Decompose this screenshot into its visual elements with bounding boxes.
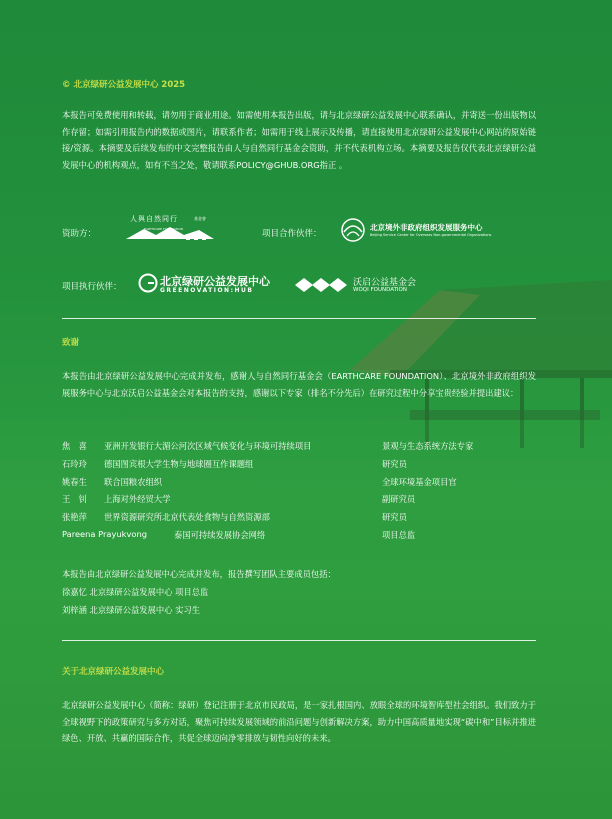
list-item: 姚春生 联合国粮农组织 全球环境基金项目官 xyxy=(62,476,457,487)
divider xyxy=(62,318,536,319)
expert-list xyxy=(62,440,536,547)
about-title: 关于北京绿研公益发展中心 xyxy=(62,667,165,677)
beijing-ngo-center-logo: 北京境外非政府组织发展服务中心 Beijing Service Center for Overseas Non-governmental Organizations xyxy=(340,218,540,242)
team-intro: 本报告由北京绿研公益发展中心完成并发布，报告撰写团队主要成员包括： xyxy=(62,569,336,579)
copyright-notice: © 北京绿研公益发展中心 2025 xyxy=(62,80,186,90)
list-item: 张艳萍 世界资源研究所北京代表处食物与自然资源部 研究员 xyxy=(62,512,407,523)
list-item: 王 钊 上海对外经贸大学 副研究员 xyxy=(62,494,416,505)
usage-statement: 本报告可免费使用和转载，请勿用于商业用途。如需使用本报告出版，请与北京绿研公益发展中心联系确认，并寄送一份出版物以作存留；如需引用报告内的数据或图片，请联系作者；如需用于线上展示及传播，请直接使用北京绿研公益发展中心网站的原始链接/资源。本摘要及后续发布的中文完整报告由人与自然同行基金会资助，并不代表机构立场。本摘要及报告仅代表北京绿研公益发展中心的机构观点，如有不当之处，敬请联系POLICY@GHUB.ORG指正 。 xyxy=(62,110,536,170)
ghub-logo: 北京绿研公益发展中心 GREENOVATION:HUB xyxy=(138,271,278,297)
divider xyxy=(62,640,536,641)
list-item: 石玲玲 德国图宾根大学生物与地球圈互作课题组 研究员 xyxy=(62,458,407,469)
acknowledgement-title: 致谢 xyxy=(62,338,80,348)
earthcare-logo: 人與自然同行 基金會 EARTHCARE FOUNDATION xyxy=(124,214,219,242)
team-member: 刘梓涵 北京绿研公益发展中心 实习生 xyxy=(62,605,201,615)
team-section xyxy=(62,565,336,619)
about-paragraph: 北京绿研公益发展中心（简称：绿研）登记注册于北京市民政局，是一家扎根国内、放眼全球的环境智库型社会组织。我们致力于全球视野下的政策研究与多方对话，聚焦可持续发展领域的前沿问题与创新解决方案，助力中国高质量地实现“碳中和”目标并推进绿色、开放、共赢的国际合作，共促全球迈向净零排放与韧性向好的未来。 xyxy=(62,700,536,744)
acknowledgement-paragraph: 本报告由北京绿研公益发展中心完成并发布，感谢人与自然同行基金会（EARTHCARE FOUNDATION）、北京境外非政府组织发展服务中心与北京沃启公益基金会对本报告的支持，感谢以下专家（排名不分先后）在研究过程中分享宝贵经验并提出建议： xyxy=(62,371,536,398)
sponsor-label: 资助方： xyxy=(62,229,97,239)
list-item: 焦 喜 亚洲开发银行大湄公河次区域气候变化与环境可持续项目 景观与生态系统方法专家 xyxy=(62,441,474,451)
list-item: Pareena Prayukvong 泰国可持续发展协会网络 项目总监 xyxy=(62,528,416,540)
executor-label: 项目执行伙伴： xyxy=(62,282,122,292)
partner-label: 项目合作伙伴： xyxy=(262,229,322,239)
team-member: 徐嘉忆 北京绿研公益发展中心 项目总监 xyxy=(62,587,209,597)
woqi-foundation-logo: 沃启公益基金会 WOQI FOUNDATION xyxy=(295,274,435,298)
